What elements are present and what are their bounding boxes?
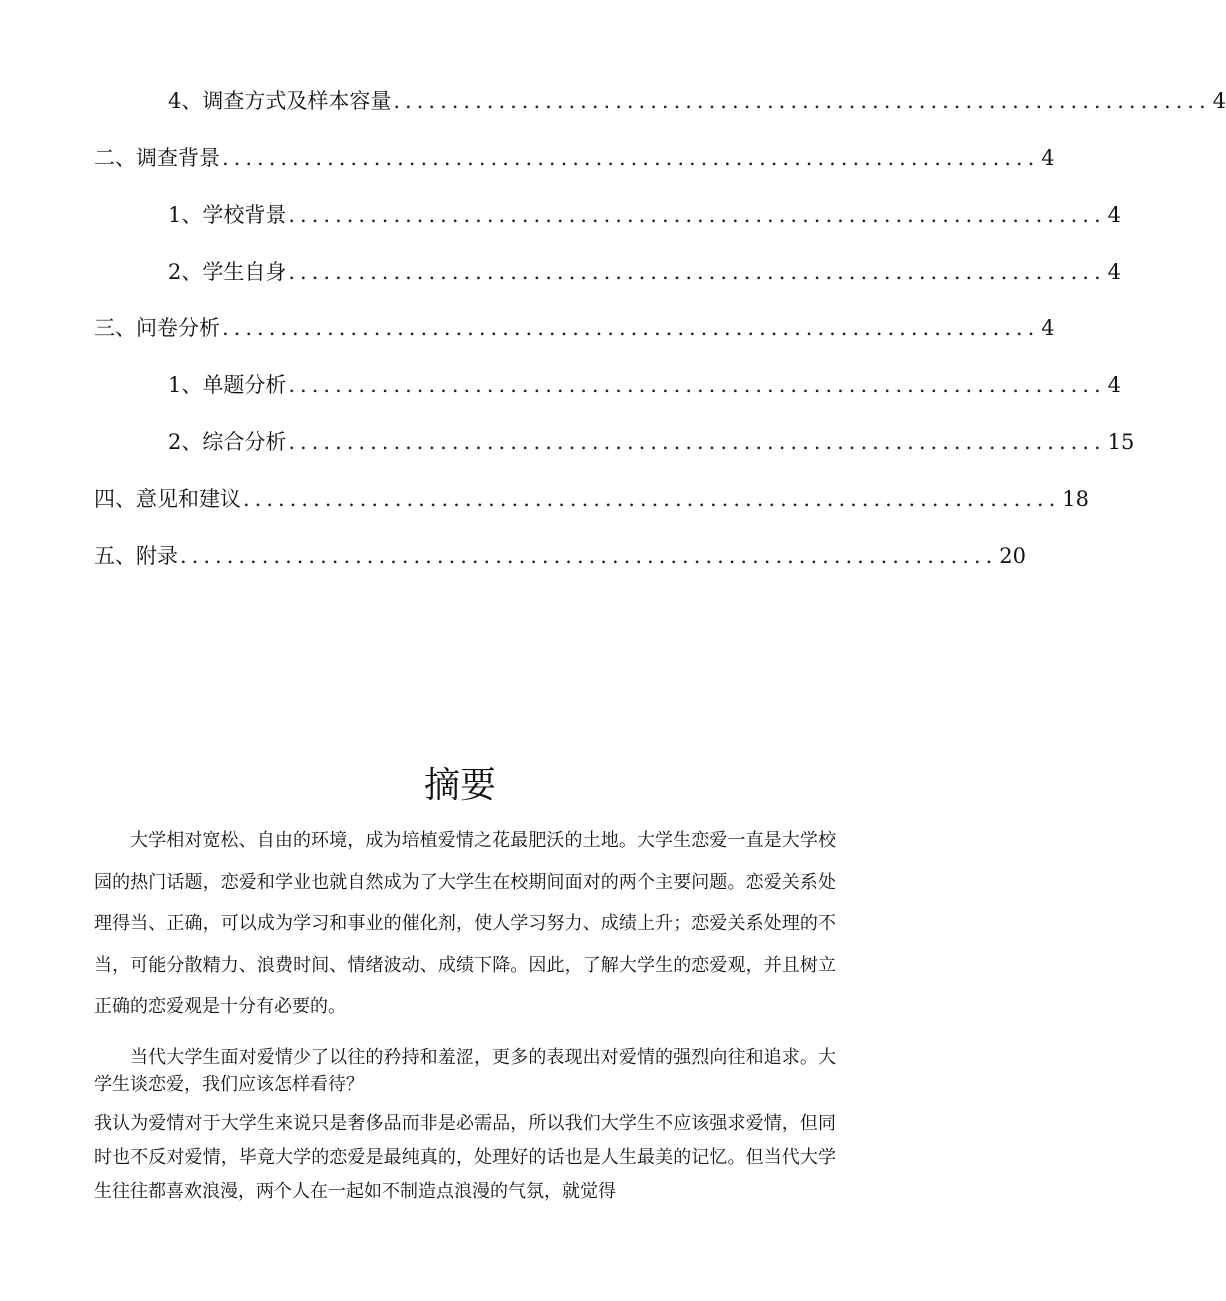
toc-entry[interactable]	[168, 257, 1122, 287]
abstract-paragraph: 大学相对宽松、自由的环境，成为培植爱情之花最肥沃的土地。大学生恋爱一直是大学校园的热门话题，恋爱和学业也就自然成为了大学生在校期间面对的两个主要问题。恋爱关系处理得当、正确，可以成为学习和事业的催化剂，使人学习努力、成绩上升；恋爱关系处理的不当，可能分散精力、浪费时间、情绪波动、成绩下降。因此，了解大学生的恋爱观，并且树立正确的恋爱观是十分有必要的。	[94, 830, 836, 1017]
abstract-paragraph: 当代大学生面对爱情少了以往的矜持和羞涩，更多的表现出对爱情的强烈向往和追求。大学生谈恋爱，我们应该怎样看待？	[94, 1047, 836, 1095]
toc-entry[interactable]	[168, 86, 1226, 116]
toc-entry-label: 1、单题分析	[168, 373, 287, 397]
toc-entry[interactable]	[168, 370, 1122, 400]
toc-entry-label: 2、学生自身	[168, 260, 287, 284]
toc-entry[interactable]	[94, 541, 1027, 571]
abstract-title: 摘要	[423, 765, 496, 806]
toc-entry[interactable]	[94, 484, 1090, 514]
toc-page-number: 4	[1041, 146, 1055, 170]
toc-entry-label: 4、调查方式及样本容量	[168, 89, 392, 113]
toc-entry[interactable]	[94, 313, 1055, 343]
toc-entry[interactable]	[94, 143, 1055, 173]
toc-page-number: 4	[1107, 260, 1122, 284]
toc-page-number: 18	[1062, 487, 1090, 511]
toc-page-number: 4	[1041, 316, 1055, 340]
toc-leader-dots: ......................................................................	[288, 373, 1106, 397]
toc-leader-dots: ......................................................................	[288, 203, 1106, 227]
toc-entry-label: 2、综合分析	[168, 430, 287, 454]
toc-leader-dots: ......................................................................	[288, 430, 1106, 454]
toc-page-number: 15	[1107, 430, 1135, 454]
toc-entry-label: 1、学校背景	[168, 203, 287, 227]
toc-leader-dots: ......................................................................	[222, 146, 1040, 170]
abstract-paragraph: 我认为爱情对于大学生来说只是奢侈品而非是必需品，所以我们大学生不应该强求爱情，但同时也不反对爱情，毕竟大学的恋爱是最纯真的，处理好的话也是人生最美的记忆。但当代大学生往往都喜欢浪漫，两个人在一起如不制造点浪漫的气氛，就觉得	[94, 1113, 836, 1202]
toc-entry-label: 五、附录	[94, 544, 178, 568]
toc-entry[interactable]	[168, 200, 1122, 230]
toc-page-number: 4	[1212, 89, 1226, 113]
toc-page-number: 4	[1107, 203, 1122, 227]
toc-page-number: 4	[1107, 373, 1122, 397]
toc-leader-dots: ......................................................................	[222, 316, 1040, 340]
toc-leader-dots: ......................................................................	[243, 487, 1061, 511]
toc-entry[interactable]	[168, 427, 1135, 457]
toc-leader-dots: ......................................................................	[288, 260, 1106, 284]
toc-entry-label: 三、问卷分析	[94, 316, 220, 340]
toc-leader-dots: ......................................................................	[393, 89, 1211, 113]
toc-entry-label: 二、调查背景	[94, 146, 220, 170]
toc-entry-label: 四、意见和建议	[94, 487, 241, 511]
toc-page-number: 20	[999, 544, 1027, 568]
toc-leader-dots: ......................................................................	[180, 544, 998, 568]
